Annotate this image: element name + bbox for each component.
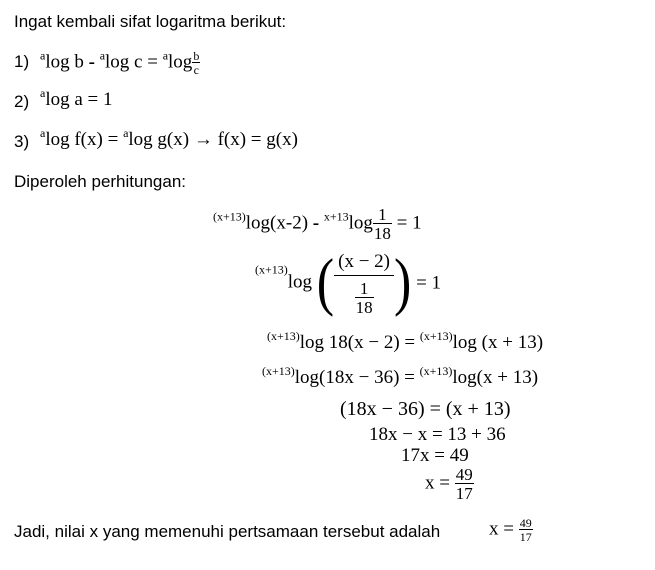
property-1-formula: $^a$log b - $^a$log c = $^a$log $\frac{b}{c}$ — [40, 48, 200, 77]
property-3-formula: $^a$log f(x) = $^a$log g(x) → f(x) = g(x) — [40, 126, 298, 150]
property-1-number: 1) — [14, 52, 30, 71]
step-1: $^{(x+13)}$log(x-2) - $^{x+13}$log $\frac{1}{18}$ = 1 — [213, 205, 422, 243]
conclusion-text: Jadi, nilai x yang memenuhi pertsamaan tersebut adalah — [14, 522, 441, 541]
fraction-b-over-c: $\frac{b}{c}$ — [193, 49, 200, 77]
property-2-formula: $^a$log a = 1 — [40, 86, 113, 110]
property-2-number: 2) — [14, 92, 30, 111]
step-2: $^{(x+13)}$log ( $\frac{(x - 2)}{\frac{1}{18}}$ ) = 1 — [255, 246, 442, 318]
fraction-1-over-18: $\frac{1}{18}$ — [373, 205, 391, 243]
fraction-1-over-18: $\frac{1}{18}$ — [355, 279, 373, 317]
left-paren: ( — [316, 246, 335, 318]
step-4: $^{(x+13)}$log(18x − 36) = $^{(x+13)}$log(x + 13) — [262, 364, 539, 388]
nested-fraction: $\frac{(x - 2)}{\frac{1}{18}}$ — [334, 250, 394, 316]
fraction-49-over-17-small: $\frac{49}{17}$ — [519, 516, 532, 544]
conclusion-formula: x = $\frac{49}{17}$ — [489, 516, 532, 544]
fraction-49-over-17: $\frac{49}{17}$ — [455, 465, 473, 503]
property-3-number: 3) — [14, 132, 30, 151]
step-3: $^{(x+13)}$log 18(x − 2) = $^{(x+13)}$log (x + 13) — [267, 329, 544, 353]
step-7: 17x = 49 — [401, 445, 469, 466]
right-paren: ) — [394, 246, 412, 318]
step-5: (18x − 36) = (x + 13) — [340, 398, 511, 420]
derivation-intro-text: Diperoleh perhitungan: — [14, 172, 187, 191]
step-8: x = $\frac{49}{17}$ — [425, 465, 473, 503]
step-6: 18x − x = 13 + 36 — [369, 424, 506, 445]
intro-text: Ingat kembali sifat logaritma berikut: — [14, 12, 287, 31]
